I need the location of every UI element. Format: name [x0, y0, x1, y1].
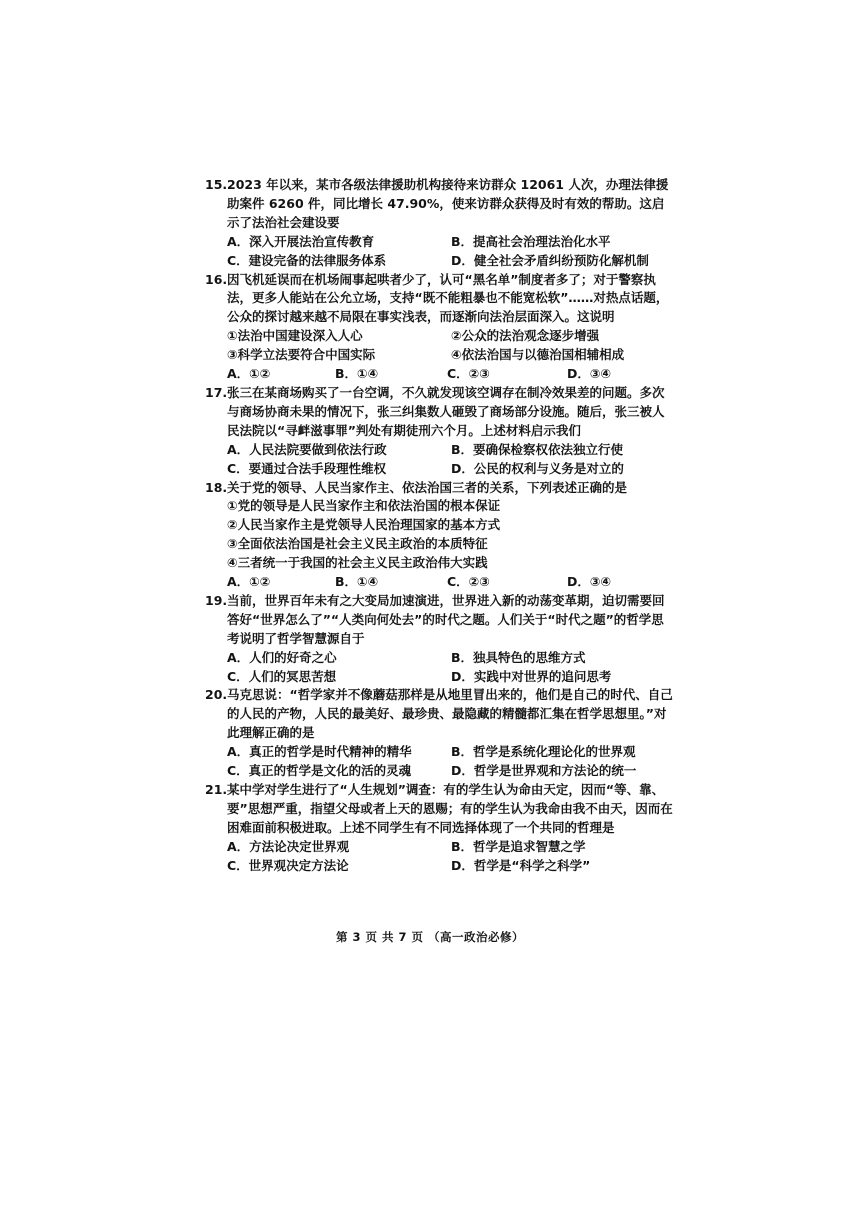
answer-option: D．健全社会矛盾纠纷预防化解机制: [451, 252, 649, 268]
question-17: [205, 384, 675, 479]
question-stem: 关于党的领导、人民当家作主、依法治国三者的关系，下列表述正确的是: [227, 479, 628, 495]
page-footer: 第 3 页 共 7 页 （高一政治必修）: [335, 930, 525, 944]
answer-option: B．哲学是追求智慧之学: [451, 838, 586, 854]
question-18: [205, 479, 675, 592]
answer-option: A．①②: [227, 574, 271, 590]
answer-option: D．哲学是“科学之科学”: [451, 857, 591, 873]
statement-item: ④三者统一于我国的社会主义民主政治伟大实践: [227, 555, 488, 571]
answer-options: [227, 649, 675, 687]
question-list: [205, 176, 675, 876]
question-stem: 张三在某商场购买了一台空调，不久就发现该空调存在制冷效果差的问题。多次与商场协商未果的情况下，张三纠集数人砸毁了商场部分设施。随后，张三被人民法院以“寻衅滋事罪”判处有期徒刑六个月。上述材料启示我们: [227, 384, 665, 438]
answer-options: [227, 573, 675, 592]
statement-list: [227, 497, 675, 573]
answer-option: B．要确保检察权依法独立行使: [451, 441, 624, 457]
answer-option: A．深入开展法治宣传教育: [227, 233, 375, 249]
answer-option: C．②③: [447, 366, 490, 382]
answer-option: C．世界观决定方法论: [227, 857, 349, 873]
question-number: 20.: [205, 687, 228, 703]
statement-item: ①法治中国建设深入人心: [227, 328, 363, 344]
answer-option: B．独具特色的思维方式: [451, 649, 586, 665]
answer-option: D．③④: [567, 574, 612, 590]
question-stem: 2023 年以来，某市各级法律援助机构接待来访群众 12061 人次，办理法律援助案件 6260 件，同比增长 47.90%，使来访群众获得及时有效的帮助。这启示了法治社会建设要: [227, 177, 669, 230]
answer-options: [227, 233, 675, 271]
answer-option: A．真正的哲学是时代精神的精华: [227, 744, 412, 760]
statement-item: ①党的领导是人民当家作主和依法治国的根本保证: [227, 498, 501, 514]
question-number: 16.: [205, 271, 228, 287]
answer-option: A．人民法院要做到依法行政: [227, 441, 387, 457]
question-number: 17.: [205, 384, 228, 400]
answer-options: [227, 365, 675, 384]
question-19: [205, 592, 675, 687]
question-number: 15.: [205, 177, 228, 192]
statement-item: ④依法治国与以德治国相辅相成: [451, 347, 625, 363]
statement-list: [227, 327, 675, 365]
answer-option: B．①④: [335, 574, 379, 590]
answer-option: D．哲学是世界观和方法论的统一: [451, 763, 637, 779]
statement-item: ③科学立法要符合中国实际: [227, 347, 376, 363]
answer-option: C．人们的冥思苦想: [227, 668, 337, 684]
answer-options: [227, 838, 675, 876]
question-stem: 当前，世界百年未有之大变局加速演进，世界进入新的动荡变革期，迫切需要回答好“世界怎么了”“人类向何处去”的时代之题。人们关于“时代之题”的哲学思考说明了哲学智慧源自于: [227, 592, 665, 646]
question-number: 18.: [205, 479, 228, 495]
statement-item: ②人民当家作主是党领导人民治理国家的基本方式: [227, 517, 501, 533]
answer-option: C．真正的哲学是文化的活的灵魂: [227, 763, 412, 779]
answer-option: B．哲学是系统化理论化的世界观: [451, 744, 636, 760]
question-stem: 因飞机延误而在机场闹事起哄者少了，认可“黑名单”制度者多了；对于警察执法，更多人能站在公允立场，支持“既不能粗暴也不能宽松软”……对热点话题，公众的探讨越来越不局限在事实浅表，而逐渐向法治层面深入。这说明: [227, 271, 669, 325]
question-number: 19.: [205, 592, 228, 608]
answer-option: D．公民的权利与义务是对立的: [451, 460, 624, 476]
statement-item: ②公众的法治观念逐步增强: [451, 328, 600, 344]
question-stem: 马克思说：“哲学家并不像蘑菇那样是从地里冒出来的，他们是自己的时代、自己的人民的产物，人民的最美好、最珍贵、最隐藏的精髓都汇集在哲学思想里。”对此理解正确的是: [227, 687, 673, 741]
answer-option: B．提高社会治理法治化水平: [451, 233, 611, 249]
answer-option: B．①④: [335, 366, 379, 382]
answer-option: A．方法论决定世界观: [227, 838, 350, 854]
answer-option: D．③④: [567, 366, 612, 382]
question-21: [205, 781, 675, 876]
question-number: 21.: [205, 782, 228, 797]
question-stem: 某中学对学生进行了“人生规划”调查：有的学生认为命由天定，因而“等、靠、要”思想严重，指望父母或者上天的恩赐；有的学生认为我命由我不由天，因而在困难面前积极进取。上述不同学生有不同选择体现了一个共同的哲理是: [227, 782, 673, 835]
question-15: [205, 176, 675, 271]
answer-options: [227, 441, 675, 479]
answer-option: A．人们的好奇之心: [227, 649, 337, 665]
question-16: [205, 271, 675, 384]
statement-item: ③全面依法治国是社会主义民主政治的本质特征: [227, 536, 488, 552]
answer-options: [227, 743, 675, 781]
answer-option: C．②③: [447, 574, 490, 590]
question-20: [205, 686, 675, 781]
answer-option: C．要通过合法手段理性维权: [227, 460, 387, 476]
answer-option: A．①②: [227, 366, 271, 382]
answer-option: D．实践中对世界的追问思考: [451, 668, 612, 684]
answer-option: C．建设完备的法律服务体系: [227, 252, 387, 268]
